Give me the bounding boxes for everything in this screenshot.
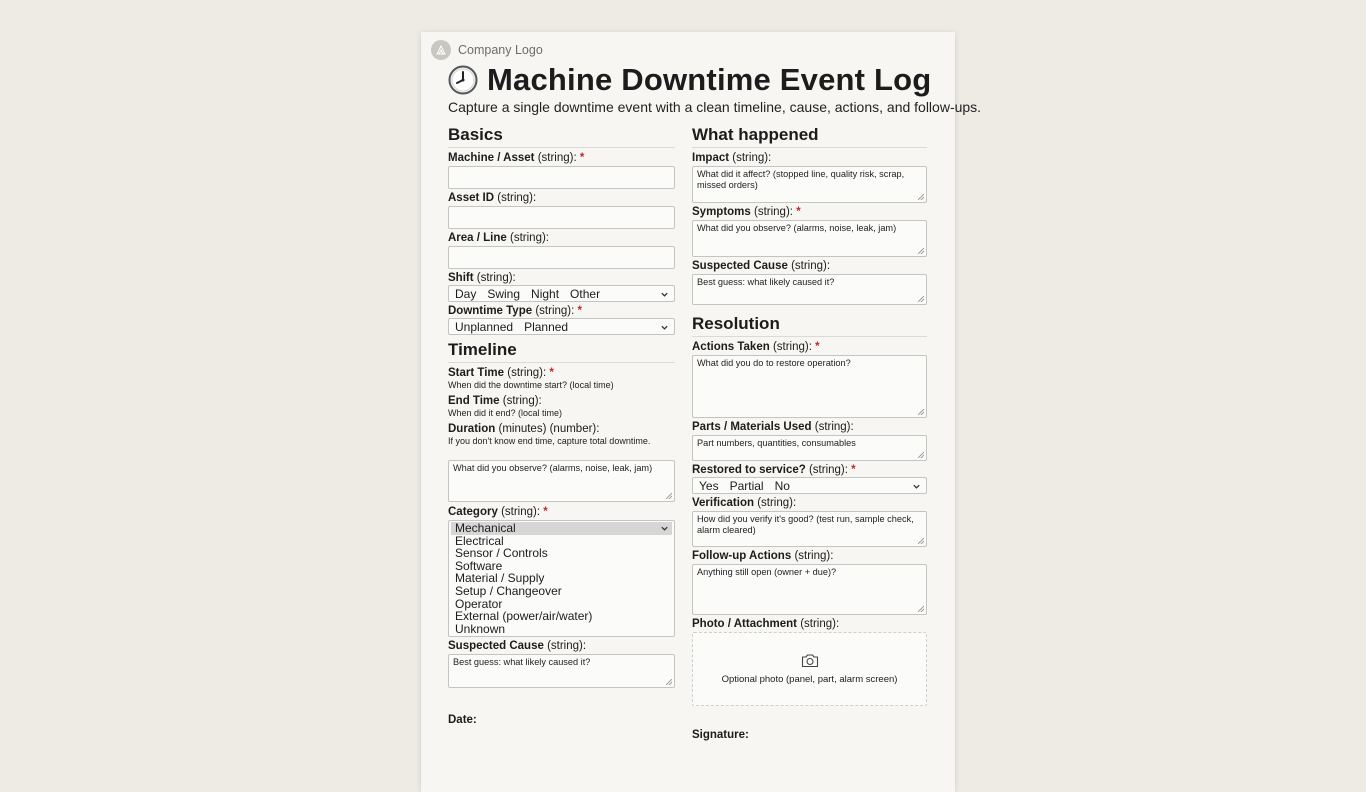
shift-select[interactable] xyxy=(448,285,675,302)
end-time-label: End Time (string): xyxy=(448,395,542,407)
restored-label: Restored to service? (string): * xyxy=(692,464,856,476)
category-option[interactable]: Electrical xyxy=(455,533,504,548)
suspected-cause-textarea[interactable]: Best guess: what likely caused it? xyxy=(692,274,927,305)
logo-text: Company Logo xyxy=(458,43,543,57)
clock-icon xyxy=(448,65,478,95)
page-title-text: Machine Downtime Event Log xyxy=(487,62,932,97)
page-title xyxy=(448,62,931,98)
verification-label: Verification (string): xyxy=(692,497,797,509)
form-page xyxy=(421,32,982,792)
start-time-hint: When did the downtime start? (local time) xyxy=(448,380,614,390)
impact-label: Impact (string): xyxy=(692,152,772,164)
duration-label: Duration (minutes) (number): xyxy=(448,423,600,435)
category-option[interactable]: Mechanical xyxy=(451,522,672,535)
category-option[interactable]: Operator xyxy=(455,596,503,611)
category-option[interactable]: Sensor / Controls xyxy=(455,546,548,561)
followup-label: Follow-up Actions (string): xyxy=(692,550,834,562)
shift-option-other[interactable]: Other xyxy=(570,286,601,301)
restored-option-no[interactable]: No xyxy=(774,478,790,493)
actions-textarea[interactable]: What did you do to restore operation? xyxy=(692,355,927,418)
shift-label: Shift (string): xyxy=(448,272,516,284)
area-input[interactable] xyxy=(448,246,675,269)
machine-label: Machine / Asset (string): * xyxy=(448,152,585,164)
symptoms-textarea[interactable]: What did you observe? (alarms, noise, leak, jam) xyxy=(692,220,927,257)
left-column xyxy=(448,125,675,726)
section-heading-what-happened: What happened xyxy=(692,125,927,148)
photo-dropzone[interactable] xyxy=(692,632,927,706)
impact-textarea[interactable]: What did it affect? (stopped line, quality risk, scrap, missed orders) xyxy=(692,166,927,203)
restored-option-yes[interactable]: Yes xyxy=(699,478,719,493)
restored-select[interactable] xyxy=(692,477,927,494)
chevron-down-icon xyxy=(912,482,921,491)
date-label: Date: xyxy=(448,714,477,726)
symptoms-label: Symptoms (string): * xyxy=(692,206,801,218)
symptoms-left-textarea[interactable]: What did you observe? (alarms, noise, leak, jam) xyxy=(448,460,675,502)
page-subtitle: Capture a single downtime event with a clean timeline, cause, actions, and follow-ups. xyxy=(448,99,982,115)
category-option[interactable]: Unknown xyxy=(455,621,506,636)
downtime-type-label: Downtime Type (string): * xyxy=(448,305,583,317)
category-option[interactable]: External (power/air/water) xyxy=(455,609,593,624)
restored-option-partial[interactable]: Partial xyxy=(729,478,764,493)
category-label: Category (string): * xyxy=(448,506,548,518)
suspected-cause-left-textarea[interactable]: Best guess: what likely caused it? xyxy=(448,654,675,688)
category-option[interactable]: Software xyxy=(455,558,503,573)
asset-id-label: Asset ID (string): xyxy=(448,192,537,204)
shift-option-night[interactable]: Night xyxy=(531,286,560,301)
photo-hint: Optional photo (panel, part, alarm screen) xyxy=(721,674,898,685)
photo-label: Photo / Attachment (string): xyxy=(692,618,840,630)
suspected-cause-left-label: Suspected Cause (string): xyxy=(448,640,587,652)
area-label: Area / Line (string): xyxy=(448,232,549,244)
machine-input[interactable] xyxy=(448,166,675,189)
shift-option-day[interactable]: Day xyxy=(455,286,477,301)
duration-hint: If you don't know end time, capture total downtime. xyxy=(448,436,651,446)
signature-label: Signature: xyxy=(692,729,749,741)
downtime-type-select[interactable] xyxy=(448,318,675,335)
suspected-cause-label: Suspected Cause (string): xyxy=(692,260,831,272)
chevron-down-icon xyxy=(660,290,669,299)
section-heading-timeline: Timeline xyxy=(448,340,675,363)
logo-icon xyxy=(431,40,451,60)
chevron-down-icon xyxy=(660,323,669,332)
actions-label: Actions Taken (string): * xyxy=(692,341,820,353)
category-option[interactable]: Setup / Changeover xyxy=(455,583,562,598)
category-listbox[interactable] xyxy=(448,520,675,637)
section-heading-resolution: Resolution xyxy=(692,314,927,337)
shift-option-swing[interactable]: Swing xyxy=(487,286,521,301)
downtime-option-unplanned[interactable]: Unplanned xyxy=(455,319,514,334)
parts-textarea[interactable]: Part numbers, quantities, consumables xyxy=(692,435,927,461)
camera-icon xyxy=(801,653,819,668)
chevron-down-icon xyxy=(660,524,669,533)
right-column xyxy=(692,125,927,741)
company-logo xyxy=(431,40,543,60)
followup-textarea[interactable]: Anything still open (owner + due)? xyxy=(692,564,927,615)
verification-textarea[interactable]: How did you verify it's good? (test run, sample check, alarm cleared) xyxy=(692,511,927,547)
downtime-option-planned[interactable]: Planned xyxy=(524,319,569,334)
start-time-label: Start Time (string): * xyxy=(448,367,554,379)
parts-label: Parts / Materials Used (string): xyxy=(692,421,854,433)
end-time-hint: When did it end? (local time) xyxy=(448,408,563,418)
section-heading-basics: Basics xyxy=(448,125,675,148)
asset-id-input[interactable] xyxy=(448,206,675,229)
category-option[interactable]: Material / Supply xyxy=(455,571,545,586)
